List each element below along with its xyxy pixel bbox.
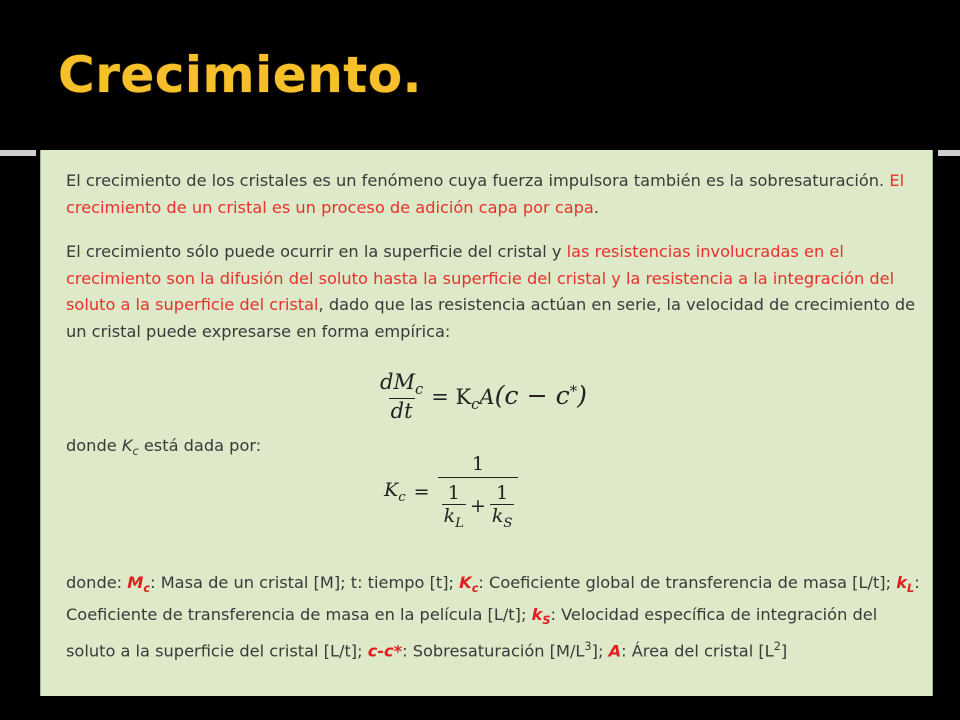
content-box [40,150,933,696]
intro-end: . [593,197,599,217]
paragraph-variables [66,570,921,665]
kc-label-k: K [121,436,133,455]
eq1-close: ) [577,380,587,410]
eq1-rhs-a: = K [431,384,472,409]
symbol-kc: K [459,573,472,592]
eq2-lhs: K [384,479,399,501]
eq2-plus: + [469,495,486,518]
eq1-sup: * [569,382,578,400]
kc-label-a: donde [66,436,122,455]
vars-t2: : Coeficiente global de transferencia de masa [L/t]; [478,573,897,592]
symbol-ks-sub: S [542,612,551,627]
vars-t3: : Coeficiente de transferencia de masa en la película [L/t]; [66,573,920,624]
kc-definition-label [66,436,261,458]
symbol-mc-sub: c [143,581,151,596]
vars-t5a: : Sobresaturación [M/L [402,641,585,661]
intro-highlight: El crecimiento de un cristal es un proceso de adición capa por capa [66,171,905,217]
vars-t6a: : Área del cristal [L [621,641,774,661]
eq2-lhs-sub: c [398,489,406,505]
eq2-numerator: 1 [471,453,485,475]
paragraph-growth [66,239,921,345]
growth-highlight: las resistencias involucradas en el crecimiento son la difusión del soluto hasta la superficie del cristal y la resistencia a la integración del soluto a la superficie del cristal [66,242,895,314]
symbol-kl: k [896,573,907,592]
eq2-equals: = [413,480,430,503]
eq1-numerator-sub: c [414,381,424,399]
slide-title: Crecimiento. [58,46,423,104]
symbol-kc-sub: c [471,581,479,596]
inv-kl-fraction [442,482,466,531]
kc-equation [384,453,518,531]
growth-rate-equation [378,370,587,423]
vars-t4: : Velocidad específica de integración del soluto a la superficie del cristal [L/t]; [66,604,878,661]
content-panel [36,150,938,704]
vars-t1: : Masa de un cristal [M]; t: tiempo [t]; [150,573,460,592]
title-bar [0,0,960,150]
eq1-rhs-b: A [479,384,495,409]
eq1-rhs-sub: c [471,395,480,413]
eq1-paren: (c − c [494,380,570,410]
vars-intro: donde: [66,573,128,592]
symbol-ks: k [531,604,543,624]
eq2-d1-sub: L [455,515,464,531]
vars-t5-sup: 3 [584,639,592,654]
kc-label-sub: c [132,444,139,459]
eq2-d1: k [443,505,456,527]
eq2-d2: k [491,505,504,527]
symbol-supersaturation: c-c* [367,641,403,661]
kc-label-b: está dada por: [138,436,262,455]
inv-ks-fraction [490,482,515,531]
growth-text: El crecimiento sólo puede ocurrir en la superficie del cristal y [66,242,567,261]
eq2-n2: 1 [496,482,509,504]
vars-t6b: ] [780,641,788,661]
derivative-fraction [378,370,425,423]
growth-end: , dado que las resistencia actúan en serie, la velocidad de crecimiento de un cristal puede expresarse en forma empírica: [66,295,916,341]
eq1-denominator: dt [390,399,413,424]
eq2-d2-sub: S [503,515,513,531]
intro-text: El crecimiento de los cristales es un fenómeno cuya fuerza impulsora también es la sobresaturación. [66,171,890,190]
eq2-n1: 1 [447,482,460,504]
eq1-numerator: dM [380,370,415,394]
symbol-mc: M [127,573,144,592]
symbol-kl-sub: L [906,581,915,596]
kc-fraction [438,453,519,531]
symbol-area: A [608,641,622,661]
vars-t5b: ]; [591,641,609,661]
paragraph-intro [66,168,921,221]
vars-t6-sup: 2 [773,639,781,654]
